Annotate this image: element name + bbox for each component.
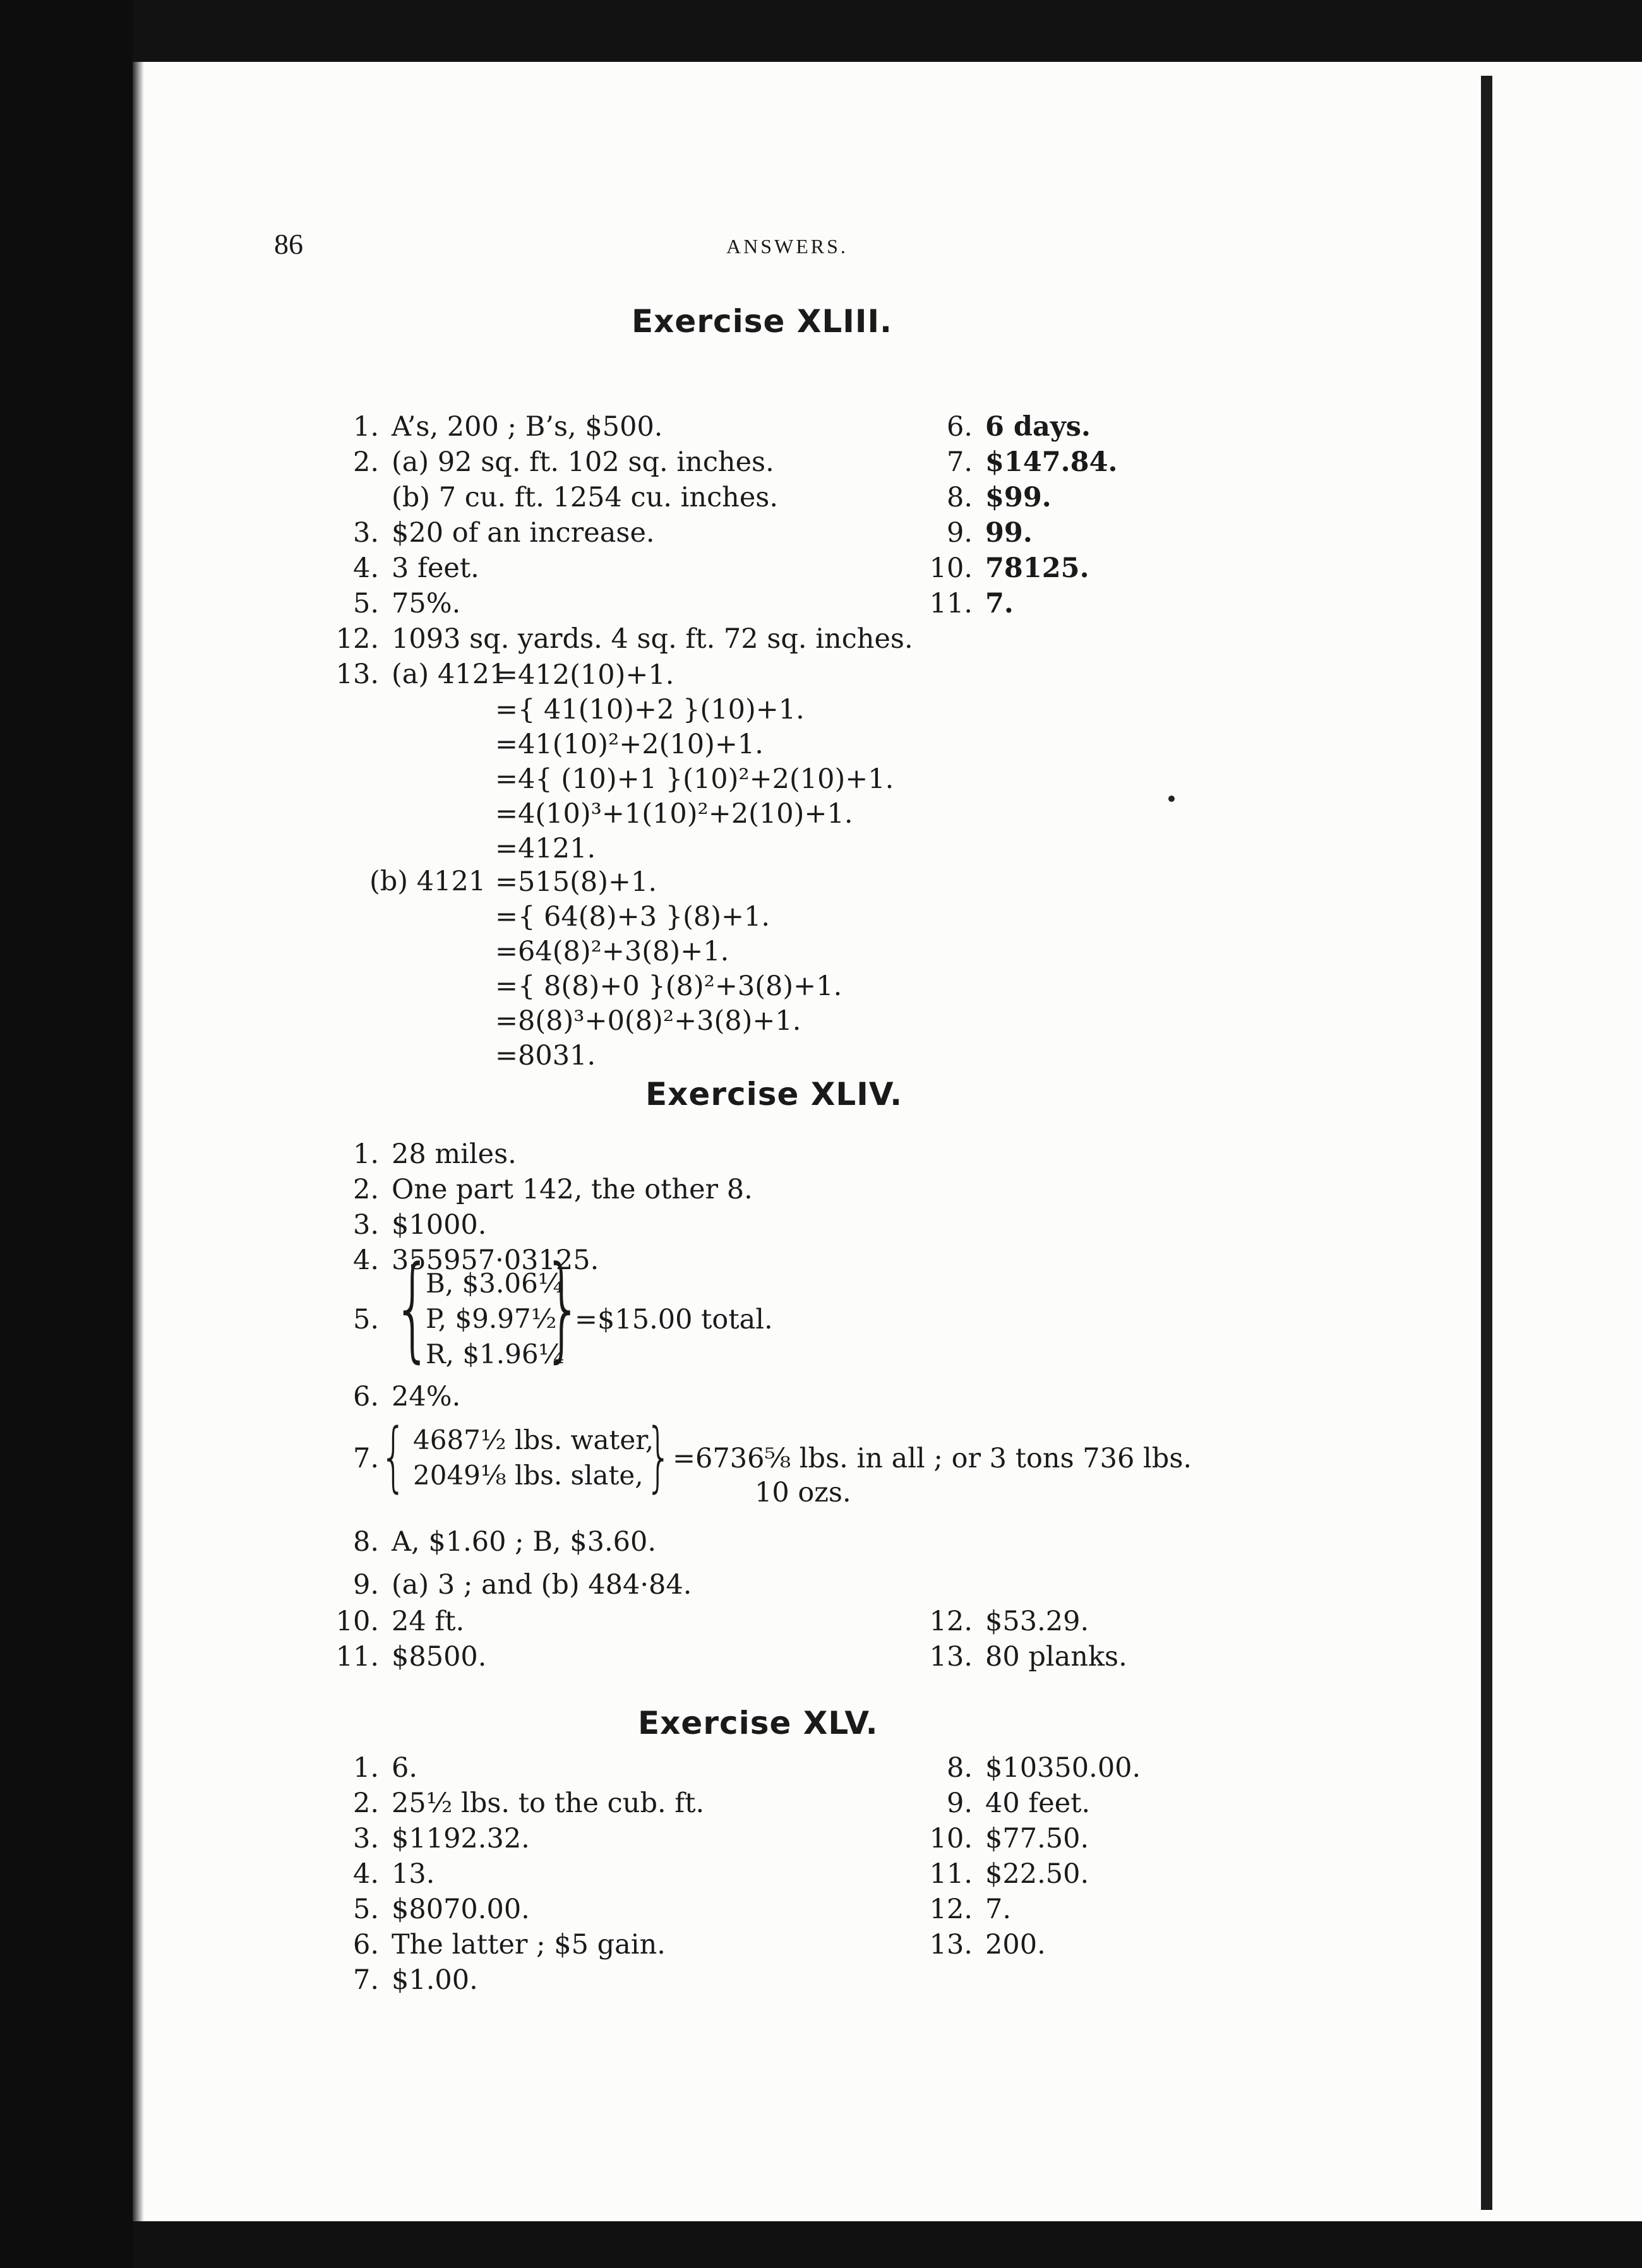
derivation-line: =4{ (10)+1 }(10)²+2(10)+1. [495,763,894,795]
answer-number: 2. [352,1788,379,1819]
derivation-line: =8031. [495,1040,596,1071]
gutter-shadow [133,62,144,2221]
answer-number: 11. [929,588,973,619]
answer-text: 24 ft. [392,1606,465,1637]
answer-number: 5. [352,1304,379,1335]
answer-number: 9. [946,1788,973,1819]
ink-speck [1168,796,1175,802]
answer-number: 4. [352,1244,379,1276]
running-head: ANSWERS. [726,235,848,258]
answer-text: $99. [985,482,1052,513]
answer-7-row: 2049⅛ lbs. slate, [413,1460,644,1491]
answer-text: 6 days. [985,411,1091,443]
derivation-line: ={ 64(8)+3 }(8)+1. [495,901,770,933]
answer-text: 75%. [392,588,461,619]
answer-7-result: =6736⅝ lbs. in all ; or 3 tons 736 lbs. [673,1443,1192,1474]
answer-number: 11. [335,1641,379,1673]
answer-row [316,1928,666,1961]
answer-number: 4. [352,1858,379,1890]
answer-text: 78125. [985,552,1089,584]
answer-number: 9. [352,1569,379,1601]
answer-number: 2. [352,446,379,478]
derivation-line: =4(10)³+1(10)²+2(10)+1. [495,798,853,830]
answer-row [916,1893,1011,1926]
facing-page-strip [1478,62,1642,2221]
answer-row [316,1822,530,1855]
answer-row [316,623,913,655]
answer-13b-row [369,865,486,898]
answer-row [316,1858,434,1890]
answer-number: 13. [929,1929,973,1961]
answer-number: 7. [352,1964,379,1996]
answer-number: 7. [352,1443,379,1474]
answer-row [316,1525,656,1558]
answer-text: 1093 sq. yards. 4 sq. ft. 72 sq. inches. [392,623,913,655]
answer-number: 12. [929,1606,973,1637]
answer-row [316,446,774,479]
answer-text: One part 142, the other 8. [392,1174,753,1205]
left-brace: { [380,1413,407,1501]
answer-text: 7. [985,1894,1012,1925]
answer-text: 80 planks. [985,1641,1127,1673]
answer-text: (b) 7 cu. ft. 1254 cu. inches. [392,482,779,513]
answer-text: $1000. [392,1209,487,1241]
answer-row [316,1568,692,1601]
answer-number: 8. [946,482,973,513]
answer-row [316,1752,417,1784]
answer-text: A’s, 200 ; B’s, $500. [392,411,663,443]
answer-number: 1. [352,1138,379,1170]
answer-row [316,1173,753,1206]
answer-number: 6. [352,1381,379,1412]
answer-text: $53.29. [985,1606,1089,1637]
derivation-line: =8(8)³+0(8)²+3(8)+1. [495,1005,801,1037]
answer-row [316,516,655,549]
exercise-44-heading: Exercise XLIV. [645,1076,903,1113]
answer-text: 28 miles. [392,1138,517,1170]
answer-number: 10. [929,1823,973,1854]
answer-text: $1.00. [392,1964,478,1996]
answer-row [316,552,479,585]
book-page [133,62,1478,2221]
answer-row [916,516,1033,549]
answer-row [316,1380,460,1413]
answer-number: 3. [352,1823,379,1854]
left-brace: { [393,1242,433,1374]
answer-number: 1. [352,1752,379,1784]
answer-text: $147.84. [985,446,1118,478]
answer-7-row: 4687½ lbs. water, [413,1424,654,1455]
derivation-line: ={ 41(10)+2 }(10)+1. [495,694,805,725]
answer-text: $1192.32. [392,1823,530,1854]
derivation-line: =4121. [495,833,596,864]
answer-number: 13. [929,1641,973,1673]
answer-number: 8. [946,1752,973,1784]
page-header [133,227,1478,265]
answer-row [916,552,1089,585]
answer-row-13 [316,658,506,691]
answer-5-row: B, $3.06¼ [426,1268,564,1299]
answer-number: 10. [929,552,973,584]
answer-text: $10350.00. [985,1752,1141,1784]
derivation-line: ={ 8(8)+0 }(8)²+3(8)+1. [495,970,842,1002]
scan-bottom-margin [133,2221,1642,2268]
answer-row [916,1640,1127,1673]
answer-row [316,1138,517,1171]
derivation-line: =64(8)²+3(8)+1. [495,936,729,967]
answer-text: 355957·03125. [392,1244,599,1276]
answer-row [316,410,662,443]
answer-number: 3. [352,517,379,549]
answer-number: 13. [335,659,379,690]
answer-number: 5. [352,1894,379,1925]
answer-text: 200. [985,1929,1046,1961]
answer-row [316,1893,530,1926]
answer-row [916,1858,1089,1890]
answer-text: 13. [392,1858,435,1890]
answer-number: 7. [946,446,973,478]
derivation-line: =515(8)+1. [495,866,657,898]
answer-text: 7. [985,588,1014,619]
exercise-43-heading: Exercise XLIII. [632,303,893,340]
answer-number: 8. [352,1526,379,1558]
answer-number: 12. [929,1894,973,1925]
answer-number: 12. [335,623,379,655]
right-brace: } [543,1242,583,1374]
derivation-line: =41(10)²+2(10)+1. [495,729,764,760]
answer-row [916,1752,1141,1784]
answer-row [316,1209,486,1241]
answer-row [916,446,1117,479]
answer-number: 11. [929,1858,973,1890]
answer-text: 24%. [392,1381,461,1412]
answer-row [316,1964,478,1996]
answer-row [316,1787,704,1820]
answer-number: 6. [352,1929,379,1961]
answer-5-result: =$15.00 total. [575,1304,773,1335]
answer-row [916,1605,1089,1638]
answer-number: 3. [352,1209,379,1241]
answer-number: 9. [946,517,973,549]
answer-text: 25½ lbs. to the cub. ft. [392,1788,705,1819]
answer-text: $22.50. [985,1858,1089,1890]
answer-text: 40 feet. [985,1788,1091,1819]
answer-text: $8070.00. [392,1894,530,1925]
answer-number: 1. [352,411,379,443]
exercise-45-heading: Exercise XLV. [638,1705,878,1741]
answer-row [316,587,460,620]
answer-text: $20 of an increase. [392,517,655,549]
answer-row [916,587,1014,620]
answer-5-row: R, $1.96¼ [426,1339,565,1370]
answer-text: The latter ; $5 gain. [392,1929,666,1961]
answer-row [316,1605,464,1638]
answer-number: 2. [352,1174,379,1205]
answer-row [316,1640,486,1673]
answer-13b-label: (b) 4121 [369,866,486,897]
answer-row [916,481,1052,514]
answer-row [916,410,1091,443]
page-binding-edge [1481,76,1492,2210]
answer-row [916,1928,1046,1961]
answer-row [916,1822,1089,1855]
answer-text: 99. [985,517,1033,549]
answer-13a-label: (a) 4121 [392,659,507,690]
answer-text: $77.50. [985,1823,1089,1854]
answer-text: (a) 3 ; and (b) 484·84. [392,1569,692,1601]
answer-text: 6. [392,1752,418,1784]
answer-row [916,1787,1090,1820]
answer-number: 5. [352,588,379,619]
answer-text: 3 feet. [392,552,479,584]
answer-row [316,481,778,514]
answer-text: $8500. [392,1641,487,1673]
scan-left-margin [0,0,133,2268]
answer-text: (a) 92 sq. ft. 102 sq. inches. [392,446,774,478]
right-brace: } [645,1413,672,1501]
answer-5-row: P, $9.97½ [426,1303,557,1334]
derivation-line: =412(10)+1. [495,659,674,691]
answer-number: 4. [352,552,379,584]
answer-7-result-ounces: 10 ozs. [755,1477,851,1508]
answer-text: A, $1.60 ; B, $3.60. [392,1526,657,1558]
answer-number: 6. [946,411,973,443]
answer-number: 10. [335,1606,379,1637]
page-number: 86 [274,228,303,260]
